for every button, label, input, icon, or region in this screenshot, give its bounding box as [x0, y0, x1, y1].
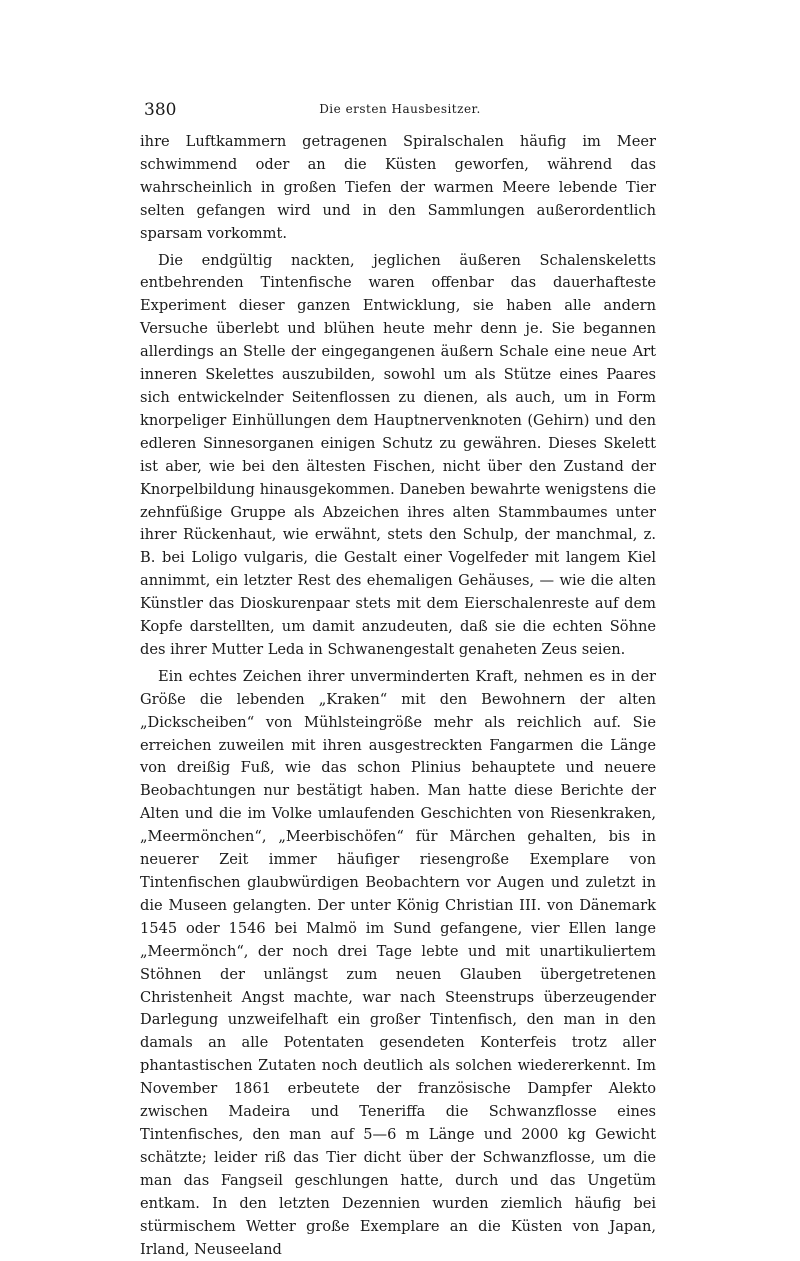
running-head: Die ersten Hausbesitzer. — [319, 102, 481, 116]
paragraph: Die endgültig nackten, jeglichen äußeren Schalenskeletts entbehrenden Tintenfische waren offenbar das dauerhafteste Experiment dieser ganzen Entwicklung, sie haben alle andern Versuche überlebt und blühen heute mehr denn je. Sie begannen allerdings an Stelle der eingegangenen äußern Schale eine neue Art inneren Skelettes auszubilden, sowohl um als Stütze eines Paares sich entwickelnder Seitenflossen zu dienen, als auch, um in Form knorpeliger Einhüllungen dem Hauptnervenknoten (Gehirn) und den edleren Sinnesorganen einigen Schutz zu gewähren. Dieses Skelett ist aber, wie bei den ältesten Fischen, nicht über den Zustand der Knorpelbildung hinausgekommen. Daneben bewahrte wenigstens die zehnfüßige Gruppe als Abzeichen ihres alten Stammbaumes unter ihrer Rückenhaut, wie erwähnt, stets den Schulp, der manchmal, z. B. bei Loligo vulgaris, die Gestalt einer Vogelfeder mit langem Kiel annimmt, ein letzter Rest des ehemaligen Gehäuses, — wie die alten Künstler das Dioskurenpaar stets mit dem Eierschalenreste auf dem Kopfe darstellten, um damit anzudeuten, daß sie die echten Söhne des ihrer Mutter Leda in Schwanengestalt genaheten Zeus seien. — [140, 251, 656, 658]
page-header — [140, 100, 660, 120]
paragraph: ihre Luftkammern getragenen Spiralschalen häufig im Meer schwimmend oder an die Küsten geworfen, während das wahrscheinlich in großen Tiefen der warmen Meere lebende Tier selten gefangen wird und in den Sammlungen außerordentlich sparsam vorkommt. — [140, 133, 656, 242]
page-number: 380 — [144, 100, 177, 120]
body-text — [140, 131, 656, 1261]
paragraph: Ein echtes Zeichen ihrer unverminderten Kraft, nehmen es in der Größe die lebenden „Kraken“ mit den Bewohnern der alten „Dickscheiben“ von Mühlsteingröße mehr als reichlich auf. Sie erreichen zuweilen mit ihren ausgestreckten Fangarmen die Länge von dreißig Fuß, wie das schon Plinius behauptete und neuere Beobachtungen nur bestätigt haben. Man hatte diese Berichte der Alten und die im Volke umlaufenden Geschichten von Riesenkraken, „Meermönchen“, „Meerbischöfen“ für Märchen gehalten, bis in neuerer Zeit immer häufiger riesengroße Exemplare von Tintenfischen glaubwürdigen Beobachtern vor Augen und zuletzt in die Museen gelangten. Der unter König Christian III. von Dänemark 1545 oder 1546 bei Malmö im Sund gefangene, vier Ellen lange „Meermönch“, der noch drei Tage lebte und mit unartikuliertem Stöhnen der unlängst zum neuen Glauben übergetretenen Christenheit Angst machte, war nach Steenstrups überzeugender Darlegung unzweifelhaft ein großer Tintenfisch, den man in den damals an alle Potentaten gesendeten Konterfeis trotz aller phantastischen Zutaten noch deutlich als solchen wiedererkennt. Im November 1861 erbeutete der französische Dampfer Alekto zwischen Madeira und Teneriffa die Schwanzflosse eines Tintenfisches, den man auf 5—6 m Länge und 2000 kg Gewicht schätzte; leider riß das Tier dicht über der Schwanzflosse, um die man das Fangseil geschlungen hatte, durch und das Ungetüm entkam. In den letzten Dezennien wurden ziemlich häufig bei stürmischem Wetter große Exemplare an die Küsten von Japan, Irland, Neuseeland — [140, 667, 656, 1258]
